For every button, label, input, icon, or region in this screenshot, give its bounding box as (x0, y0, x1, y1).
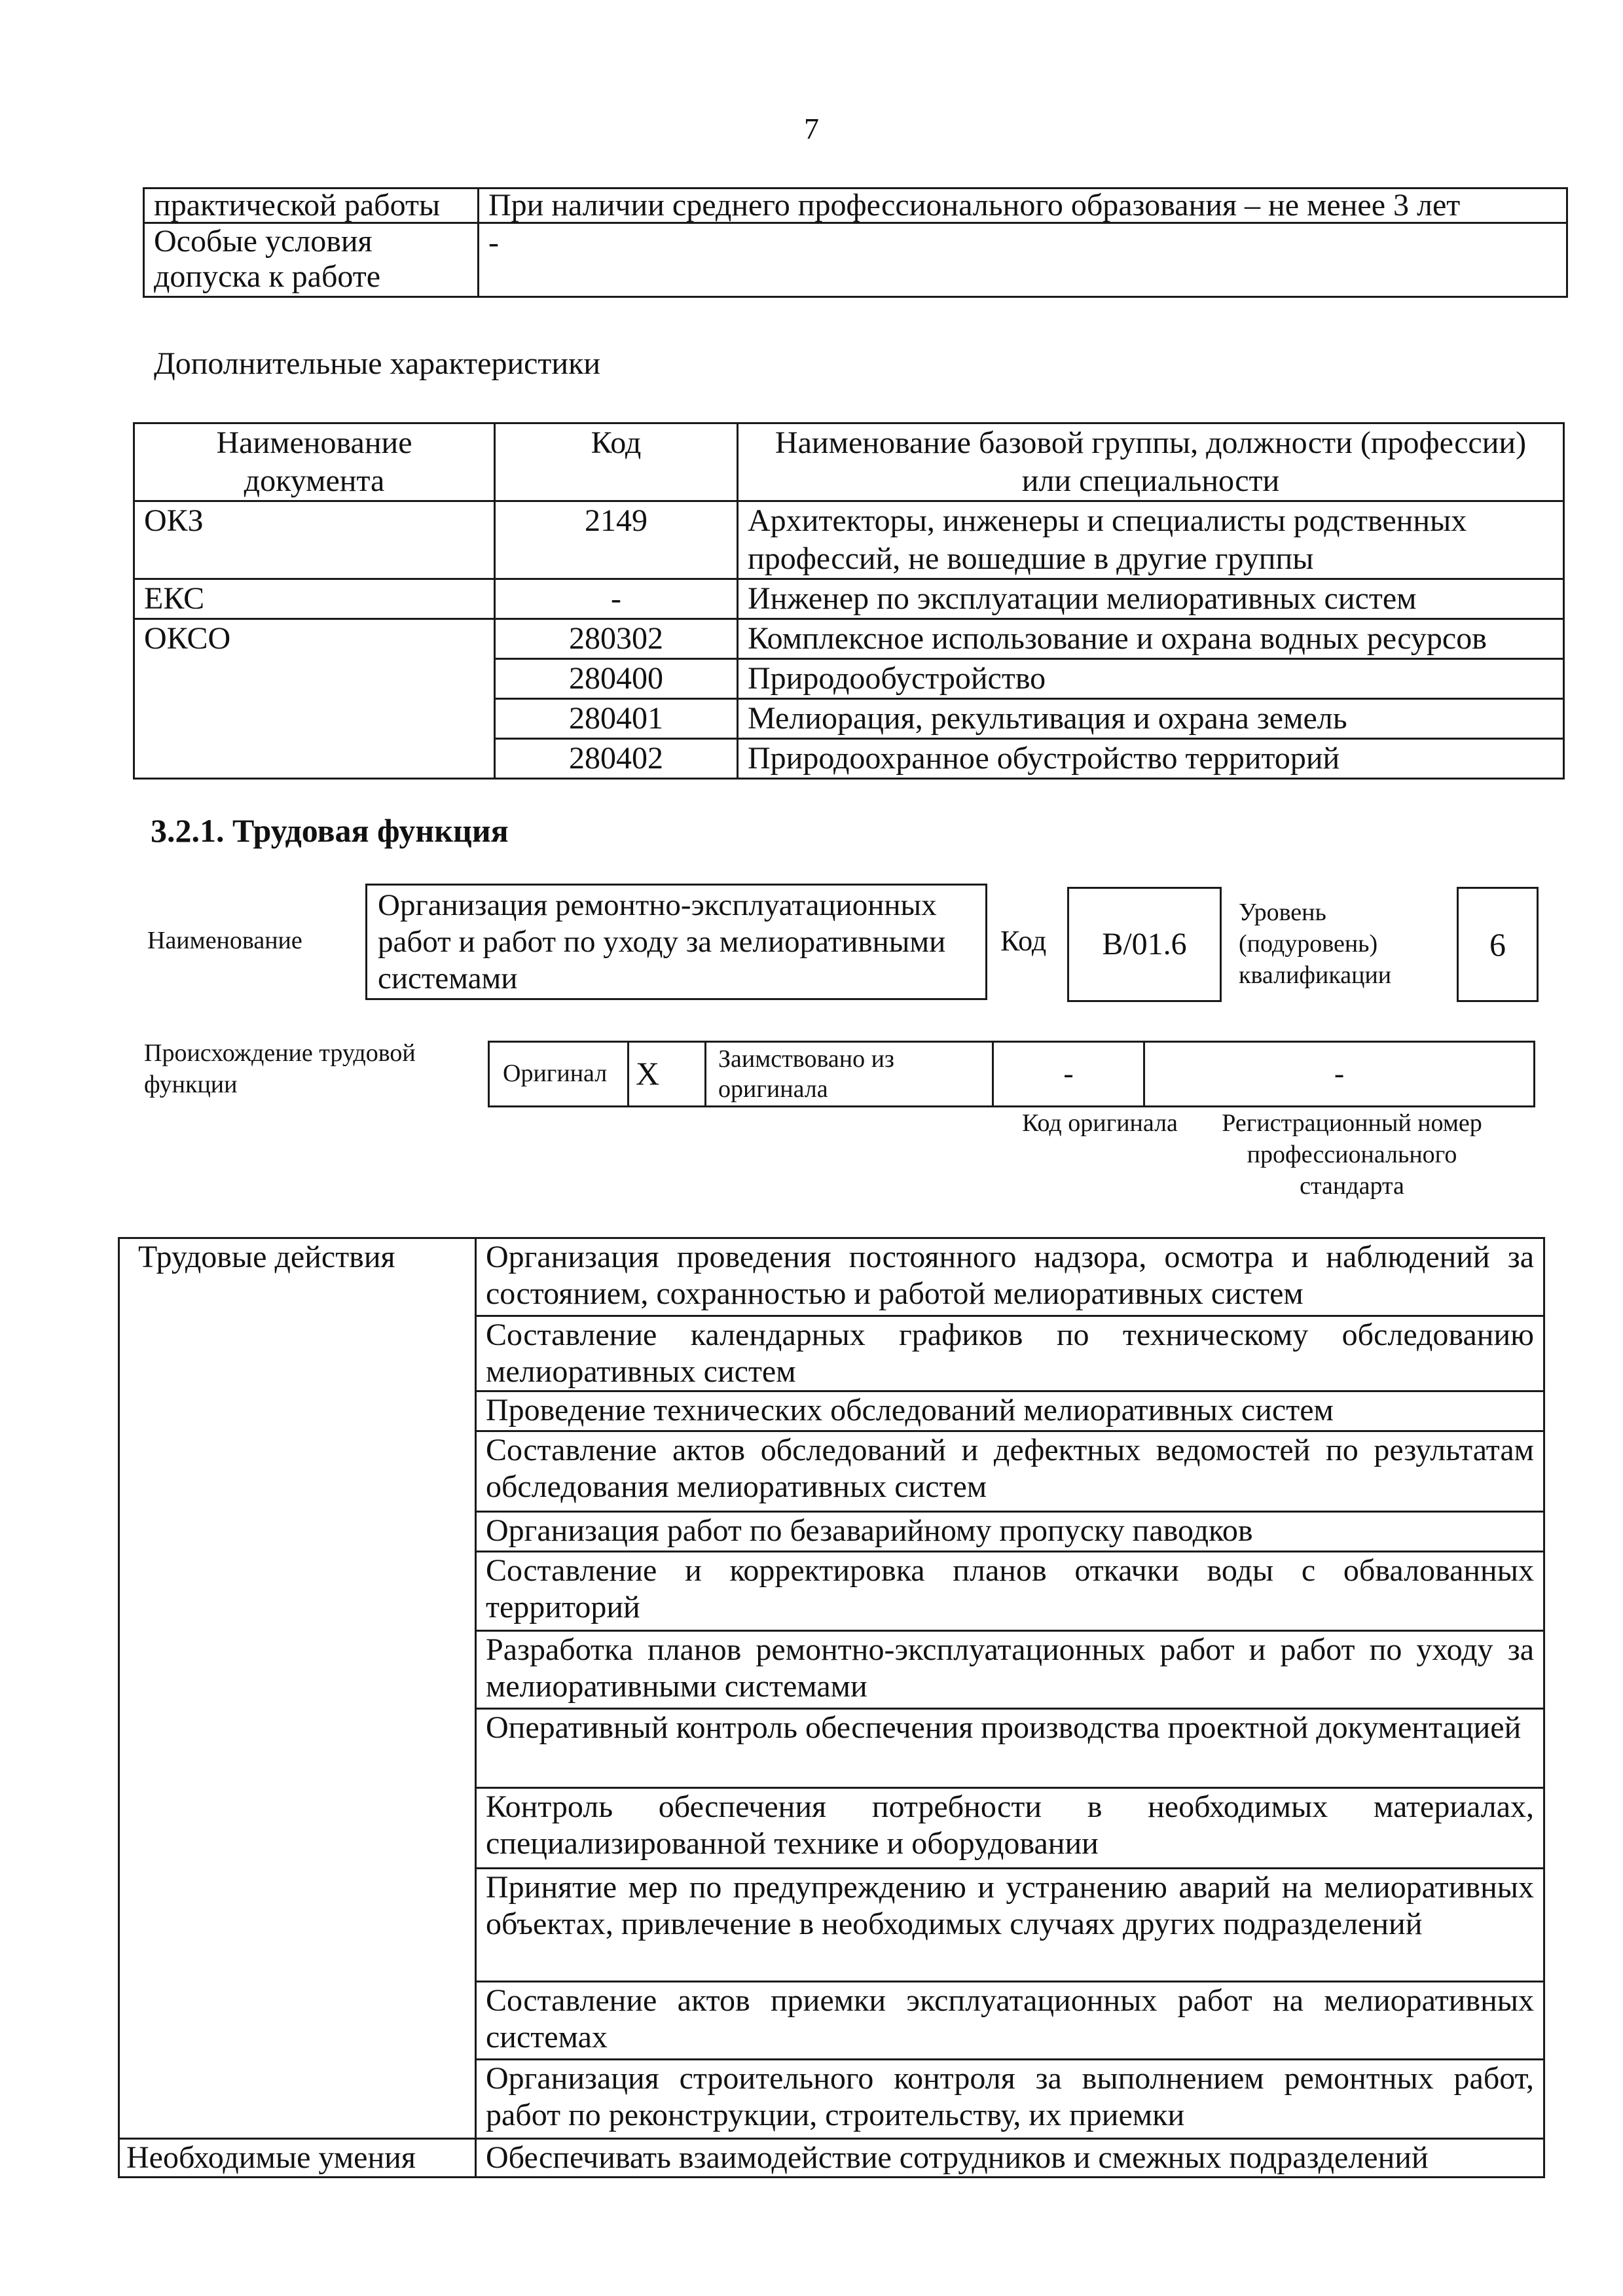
list-item: Контроль обеспечения потребности в необходимых материалах, специализированной технике и оборудовании (476, 1788, 1544, 1869)
function-code: B/01.6 (1067, 887, 1222, 1002)
name-label: Наименование (147, 927, 302, 954)
original-code-caption: Код оригинала (1022, 1109, 1178, 1137)
list-item: Обеспечивать взаимодействие сотрудников и смежных подразделений (476, 2139, 1544, 2178)
column-header: Наименование базовой группы, должности (профессии) или специальности (738, 423, 1564, 501)
table-cell: 2149 (495, 501, 738, 579)
table-cell: Природообустройство (738, 659, 1564, 699)
row-label: Особые условия допуска к работе (144, 223, 479, 297)
table-row (134, 619, 1564, 659)
actions-table (118, 1237, 1545, 2178)
origin-label: Происхождение трудовой функции (144, 1039, 416, 1098)
column-header: Код (495, 423, 738, 501)
code-label: Код (1000, 925, 1047, 957)
list-item: Организация строительного контроля за выполнением ремонтных работ, работ по реконструкции, строительству, их приемки (476, 2060, 1544, 2139)
skills-label: Необходимые умения (119, 2139, 476, 2178)
table-row (489, 1042, 1535, 1107)
list-item: Разработка планов ремонтно-эксплуатационных работ и работ по уходу за мелиоративными системами (476, 1631, 1544, 1709)
borrowed-label: Заимствовано из оригинала (706, 1042, 993, 1107)
original-mark: X (629, 1042, 706, 1107)
table-cell: ОКЗ (134, 501, 495, 579)
list-item: Составление и корректировка планов откачки воды с обвалованных территорий (476, 1552, 1544, 1631)
list-item: Принятие мер по предупреждению и устранению аварий на мелиоративных объектах, привлечение в необходимых случаях других подразделений (476, 1869, 1544, 1982)
row-value: - (479, 223, 1567, 297)
list-item: Составление актов приемки эксплуатационных работ на мелиоративных системах (476, 1982, 1544, 2060)
registration-number-caption: Регистрационный номер профессионального стандарта (1222, 1109, 1482, 1200)
list-item: Оперативный контроль обеспечения производства проектной документацией (476, 1709, 1544, 1788)
table-row (134, 501, 1564, 579)
requirements-table (143, 187, 1568, 298)
table-cell: 280402 (495, 739, 738, 779)
table-cell: Природоохранное обустройство территорий (738, 739, 1564, 779)
list-item: Организация проведения постоянного надзора, осмотра и наблюдений за состоянием, сохранностью и работой мелиоративных систем (476, 1238, 1544, 1316)
origin-table (488, 1041, 1535, 1107)
original-code-value: - (993, 1042, 1144, 1107)
original-label: Оригинал (489, 1042, 629, 1107)
table-cell: ЕКС (134, 579, 495, 619)
table-cell: Инженер по эксплуатации мелиоративных систем (738, 579, 1564, 619)
table-cell: 280302 (495, 619, 738, 659)
table-cell: 280400 (495, 659, 738, 699)
list-item: Составление календарных графиков по техническому обследованию мелиоративных систем (476, 1316, 1544, 1391)
table-row (134, 579, 1564, 619)
table-header-row (134, 423, 1564, 501)
row-label: практической работы (144, 188, 479, 223)
list-item: Составление актов обследований и дефектных ведомостей по результатам обследования мелиоративных систем (476, 1431, 1544, 1512)
actions-label: Трудовые действия (119, 1238, 476, 2139)
table-cell: ОКСО (134, 619, 495, 779)
registration-number-value: - (1144, 1042, 1535, 1107)
table-row (144, 188, 1567, 223)
table-cell: Архитекторы, инженеры и специалисты родственных профессий, не вошедшие в другие группы (738, 501, 1564, 579)
function-name: Организация ремонтно-эксплуатационных работ и работ по уходу за мелиоративными системами (365, 884, 987, 1000)
list-item: Организация работ по безаварийному пропуску паводков (476, 1512, 1544, 1552)
characteristics-table (133, 422, 1565, 780)
table-cell: Комплексное использование и охрана водных ресурсов (738, 619, 1564, 659)
page-number: 7 (804, 112, 819, 145)
function-heading: 3.2.1. Трудовая функция (151, 812, 509, 849)
list-item: Проведение технических обследований мелиоративных систем (476, 1391, 1544, 1431)
level-label: Уровень (подуровень) квалификации (1239, 899, 1392, 989)
table-cell: 280401 (495, 699, 738, 739)
table-row (144, 223, 1567, 297)
table-cell: Мелиорация, рекультивация и охрана земель (738, 699, 1564, 739)
row-value: При наличии среднего профессионального образования – не менее 3 лет (479, 188, 1567, 223)
level-value: 6 (1457, 887, 1539, 1002)
column-header: Наименование документа (134, 423, 495, 501)
table-row (119, 1238, 1544, 1316)
section-heading: Дополнительные характеристики (154, 346, 601, 381)
table-row (119, 2139, 1544, 2178)
table-cell: - (495, 579, 738, 619)
